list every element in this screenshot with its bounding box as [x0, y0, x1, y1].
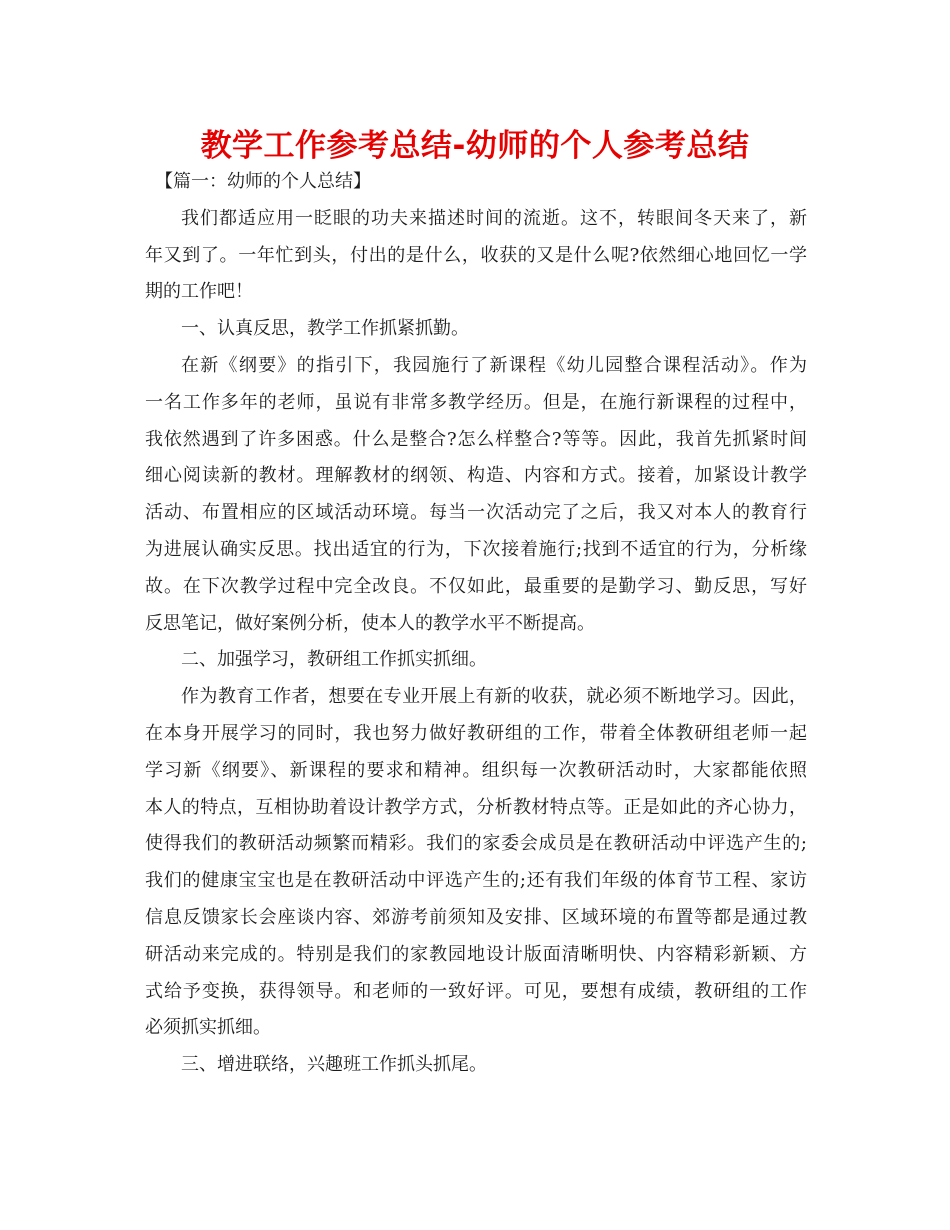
- paragraph-line: 反思笔记，做好案例分析，使本人的教学水平不断提高。: [145, 612, 595, 634]
- paragraph-line: 一名工作多年的老师，虽说有非常多教学经历。但是，在施行新课程的过程中，: [145, 391, 807, 413]
- paragraph-line: 学习新《纲要》、新课程的要求和精神。组织每一次教研活动时，大家都能依照: [145, 759, 807, 781]
- paragraph-line: 我依然遇到了许多困惑。什么是整合?怎么样整合?等等。因此，我首先抓紧时间: [145, 428, 807, 450]
- document-title: 教学工作参考总结-幼师的个人参考总结: [200, 128, 750, 164]
- paragraph-line: 细心阅读新的教材。理解教材的纲领、构造、内容和方式。接着，加紧设计教学: [145, 465, 807, 487]
- paragraph-line: 年又到了。一年忙到头，付出的是什么，收获的又是什么呢?依然细心地回忆一学: [145, 244, 807, 266]
- paragraph-line: 研活动来完成的。特别是我们的家教园地设计版面清晰明快、内容精彩新颖、方: [145, 943, 807, 965]
- paragraph-line: 为进展认确实反思。找出适宜的行为，下次接着施行;找到不适宜的行为，分析缘: [145, 538, 807, 560]
- paragraph-line: 我们的健康宝宝也是在教研活动中评选产生的;还有我们年级的体育节工程、家访: [145, 870, 807, 892]
- section-heading: 【篇一：幼师的个人总结】: [155, 171, 371, 192]
- document-body: [145, 164, 807, 1084]
- paragraph-line: 使得我们的教研活动频繁而精彩。我们的家委会成员是在教研活动中评选产生的;: [145, 833, 807, 855]
- paragraph-line: 活动、布置相应的区域活动环境。每当一次活动完了之后，我又对本人的教育行: [145, 502, 807, 524]
- paragraph-line: 本人的特点，互相协助着设计教学方式，分析教材特点等。正是如此的齐心协力，: [145, 796, 807, 818]
- paragraph-line: 在新《纲要》的指引下，我园施行了新课程《幼儿园整合课程活动》。作为: [181, 354, 807, 376]
- paragraph-line: 必须抓实抓细。: [145, 1017, 271, 1039]
- paragraph-line: 故。在下次教学过程中完全改良。不仅如此，最重要的是勤学习、勤反思，写好: [145, 575, 807, 597]
- paragraph-line: 作为教育工作者，想要在专业开展上有新的收获，就必须不断地学习。因此，: [181, 686, 807, 708]
- paragraph-line: 我们都适应用一眨眼的功夫来描述时间的流逝。这不，转眼间冬天来了，新: [181, 207, 807, 229]
- paragraph-line: 期的工作吧！: [145, 281, 253, 303]
- paragraph-line: 式给予变换，获得领导。和老师的一致好评。可见，要想有成绩，教研组的工作: [145, 980, 807, 1002]
- subsection-heading: 二、加强学习，教研组工作抓实抓细。: [181, 649, 487, 671]
- paragraph-line: 在本身开展学习的同时，我也努力做好教研组的工作，带着全体教研组老师一起: [145, 722, 807, 744]
- paragraph-line: 信息反馈家长会座谈内容、郊游考前须知及安排、区域环境的布置等都是通过教: [145, 906, 807, 928]
- subsection-heading: 一、认真反思，教学工作抓紧抓勤。: [181, 318, 469, 340]
- subsection-heading: 三、增进联络，兴趣班工作抓头抓尾。: [181, 1054, 487, 1076]
